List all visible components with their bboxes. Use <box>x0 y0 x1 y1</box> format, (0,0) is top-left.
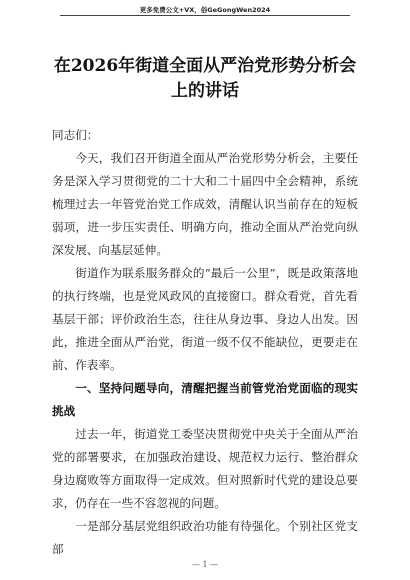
header-note: 更多免费公文+VX，俗GeGongWen2024 <box>139 6 271 14</box>
document-body <box>52 124 358 561</box>
page-number: — 1 — <box>191 560 219 569</box>
title-line-1: 在2026年街道全面从严治党形势分析会 <box>53 56 357 76</box>
section-heading-1: 一、坚持问题导向，清醒把握当前管党治党面临的现实挑战 <box>52 381 358 418</box>
paragraph-3: 过去一年，街道党工委坚决贯彻党中央关于全面从严治党的部署要求，在加强政治建设、规范权力运行、整治群众身边腐败等方面取得一定成效。但对照新时代党的建设总要求，仍存在一些不容忽视的问题。 <box>52 427 358 510</box>
salutation: 同志们： <box>52 128 99 142</box>
paragraph-2: 街道作为联系服务群众的“最后一公里”，既是政策落地的执行终端，也是党风政风的直接窗口。群众看党，首先看基层干部；评价政治生态，往往从身边事、身边人出发。因此，推进全面从严治党，街道一级不仅不能缺位，更要走在前、作表率。 <box>52 266 358 372</box>
paragraph-4: 一是部分基层党组织政治功能有待强化。个别社区党支部 <box>52 519 358 556</box>
header-rule <box>60 15 350 16</box>
document-title <box>52 54 358 104</box>
paragraph-1: 今天，我们召开街道全面从严治党形势分析会，主要任务是深入学习贯彻党的二十大和二十届四中全会精神，系统梳理过去一年管党治党工作成效，清醒认识当前存在的短板弱项，进一步压实责任、明确方向，推动全面从严治党向纵深发展、向基层延伸。 <box>52 151 358 257</box>
title-line-2: 上的讲话 <box>171 81 239 101</box>
